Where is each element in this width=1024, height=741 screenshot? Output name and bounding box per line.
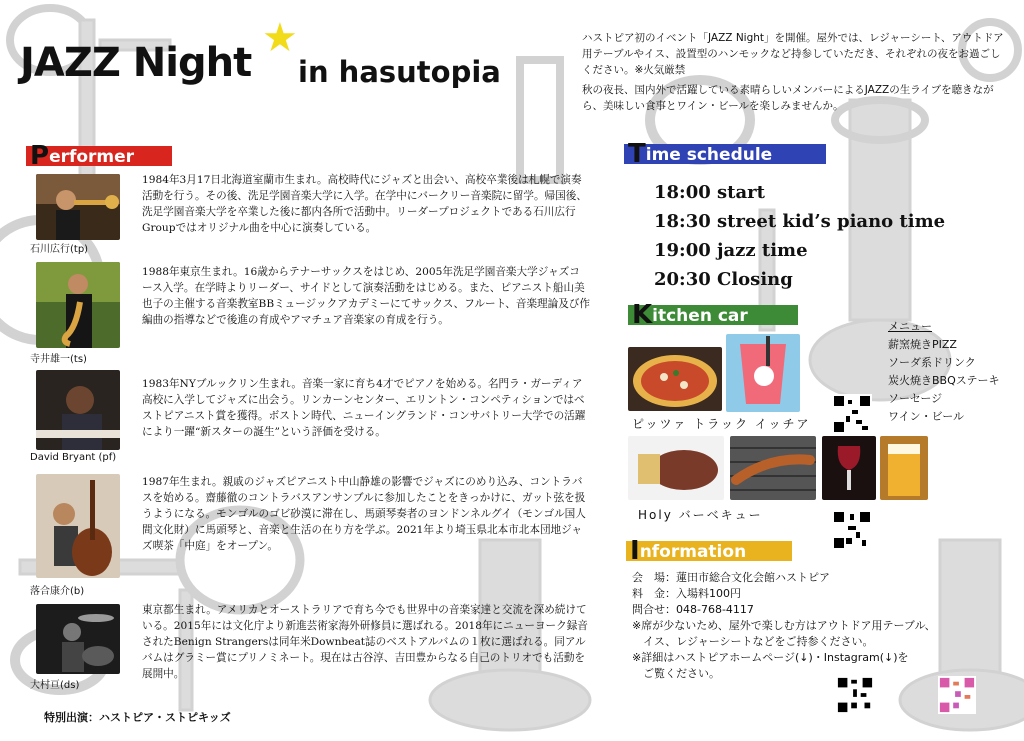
schedule-item: 19:00 jazz time bbox=[654, 240, 808, 261]
heading-initial: K bbox=[632, 300, 653, 330]
performer-entry bbox=[26, 472, 586, 600]
pianist-photo bbox=[36, 370, 120, 450]
menu-item: ソーセージ bbox=[888, 392, 943, 405]
menu-item: 炭火焼きBBQステーキ bbox=[888, 374, 1000, 387]
sausage-photo bbox=[730, 436, 816, 500]
heading-initial: P bbox=[30, 141, 50, 171]
performer-name: David Bryant (pf) bbox=[30, 452, 117, 463]
performer-bio: 東京都生まれ。アメリカとオーストラリアで育ち今でも世界中の音楽家達と交流を深め続けている。2015年には文化庁より新進芸術家海外研修員に選ばれる。2018年にニューヨーク録音されたBenign Strangersは同年米Downbeat誌のベストアルバムの１枚に選ばれる。同アルバムはグラミー賞にプリノミネート。現在は古谷淳、吉田豊からなる自己のトリオでも活動を展開中。 bbox=[142, 604, 588, 680]
intro-paragraph-2: 秋の夜長、国内外で活躍している素晴らしいメンバーによるJAZZの生ライブを聴きながら、美味しい食事とワイン・ビールを楽しみませんか。 bbox=[582, 84, 994, 112]
schedule-item: 18:00 start bbox=[654, 182, 765, 203]
info-note: イス、レジャーシートなどをご持参ください。 bbox=[632, 635, 874, 648]
heading-text: itchen car bbox=[652, 306, 748, 326]
performer-bio: 1987年生まれ。親戚のジャズピアニスト中山静雄の影響でジャズにのめり込み、コントラバスを始める。齋藤徹のコントラバスアンサンブルに参加したことをきっかけに、ガット弦を扱うようになる。モンゴルのゴビ砂漠に滞在し、馬頭琴奏者のヨンドンネルグイ（モンゴル国人間文化財）に馬頭琴と、音楽と生活の在り方を学ぶ。2021年より埼玉県北本市北本団地ジャズ喫茶「中庭」をオープン。 bbox=[142, 476, 586, 552]
kitchen-car-heading bbox=[628, 300, 798, 330]
menu-list bbox=[888, 318, 1000, 426]
soda-drink-photo bbox=[726, 334, 800, 412]
schedule-list bbox=[654, 178, 945, 294]
information-block bbox=[632, 570, 1016, 682]
beer-photo bbox=[880, 436, 928, 500]
saxophone-player-photo bbox=[36, 262, 120, 348]
drummer-photo bbox=[36, 604, 120, 674]
homepage-qr-code-icon[interactable] bbox=[836, 676, 874, 714]
performer-name: 石川広行(tp) bbox=[30, 244, 89, 255]
event-title: JAZZ Night bbox=[20, 40, 252, 86]
wine-photo bbox=[822, 436, 876, 500]
info-note: ご覧ください。 bbox=[632, 667, 720, 680]
schedule-item: 20:30 Closing bbox=[654, 269, 793, 290]
performer-heading bbox=[26, 141, 172, 171]
performer-name: 大村亘(ds) bbox=[30, 680, 80, 691]
schedule-item: 18:30 street kid’s piano time bbox=[654, 211, 946, 232]
heading-text: erformer bbox=[49, 147, 135, 167]
performer-bio: 1988年東京生まれ。16歳からテナーサックスをはじめ、2005年洗足学園音楽大学ジャズコース入学。在学時よりリーダー、サイドとして演奏活動をはじめる。また、ピアニスト船山美也子の主催する音楽教室BBミュージックアカデミーにてサックス、フルート、音楽理論及び作編曲の指導などで後進の育成やアマチュア音楽家の育成を行う。 bbox=[142, 266, 591, 326]
pizza-vendor-qr-code-icon[interactable] bbox=[832, 394, 872, 434]
heading-initial: T bbox=[628, 139, 646, 169]
info-contact: 問合せ：048-768-4117 bbox=[632, 603, 754, 616]
menu-item: ソーダ系ドリンク bbox=[888, 356, 976, 369]
information-heading bbox=[626, 536, 792, 566]
pizza-photo bbox=[628, 347, 722, 411]
steak-photo bbox=[628, 436, 724, 500]
info-note: ※詳細はハストピアホームページ(↓)・Instagram(↓)を bbox=[632, 651, 909, 664]
intro-text bbox=[582, 30, 1010, 118]
heading-text: nformation bbox=[639, 542, 747, 562]
info-venue: 会 場：蓮田市総合文化会館ハストピア bbox=[632, 571, 830, 584]
bbq-vendor-name: Holy バーベキュー bbox=[638, 508, 763, 522]
performer-entry bbox=[26, 172, 586, 260]
performer-bio: 1984年3月17日北海道室蘭市生まれ。高校時代にジャズと出会い、高校卒業後は札幌で演奏活動を行う。その後、洗足学園音楽大学に入学。在学中にバークリー音楽院に留学。帰国後、洗足学園音楽大学を卒業した後に都内各所で活動中。リーダープロジェクトである石川広行Groupではオリジナル曲を中心に演奏している。 bbox=[142, 174, 587, 234]
bbq-vendor-qr-code-icon[interactable] bbox=[832, 510, 872, 550]
heading-initial: I bbox=[630, 536, 640, 566]
info-fee: 料 金：入場料100円 bbox=[632, 587, 741, 600]
performer-entry bbox=[26, 262, 591, 366]
intro-paragraph-1: ハストピア初のイベント「JAZZ Night」を開催。屋外では、レジャーシート、アウトドア用テーブルやイス、設置型のハンモックなど持参していただき、それぞれの夜をお過ごしください。※火気厳禁 bbox=[582, 32, 1004, 76]
performer-name: 寺井雄一(ts) bbox=[30, 354, 87, 365]
time-schedule-heading bbox=[624, 139, 826, 169]
star-icon: ★ bbox=[262, 15, 298, 61]
instagram-qr-code-icon[interactable] bbox=[938, 676, 976, 714]
event-subtitle: in hasutopia bbox=[298, 55, 501, 89]
performer-bio: 1983年NYブルックリン生まれ。音楽一家に育ち4才でピアノを始める。名門ラ・ガーディア高校に入学してジャズに出会う。リンカーンセンター、エリントン・コンペティションではベストピアニスト賞を獲得。ボストン時代、ニューイングランド・コンサバトリー大学での活躍により一躍“新スターの誕生”という評価を受ける。 bbox=[142, 378, 586, 438]
performer-entry bbox=[26, 602, 586, 702]
menu-item: ワイン・ビール bbox=[888, 410, 965, 423]
performer-entry bbox=[26, 370, 586, 470]
special-guest: 特別出演：ハストピア・ストピキッズ bbox=[44, 711, 231, 724]
info-note: ※席が少ないため、屋外で楽しむ方はアウトドア用テーブル、 bbox=[632, 619, 936, 632]
trumpet-player-photo bbox=[36, 174, 120, 240]
performer-name: 落合康介(b) bbox=[30, 586, 85, 597]
bassist-photo bbox=[36, 474, 120, 578]
menu-title: メニュー bbox=[888, 320, 932, 333]
menu-item: 薪窯焼きPIZZ bbox=[888, 338, 957, 351]
heading-text: ime schedule bbox=[645, 145, 773, 165]
pizza-vendor-name: ピッツァ トラック イッチア bbox=[632, 417, 811, 431]
